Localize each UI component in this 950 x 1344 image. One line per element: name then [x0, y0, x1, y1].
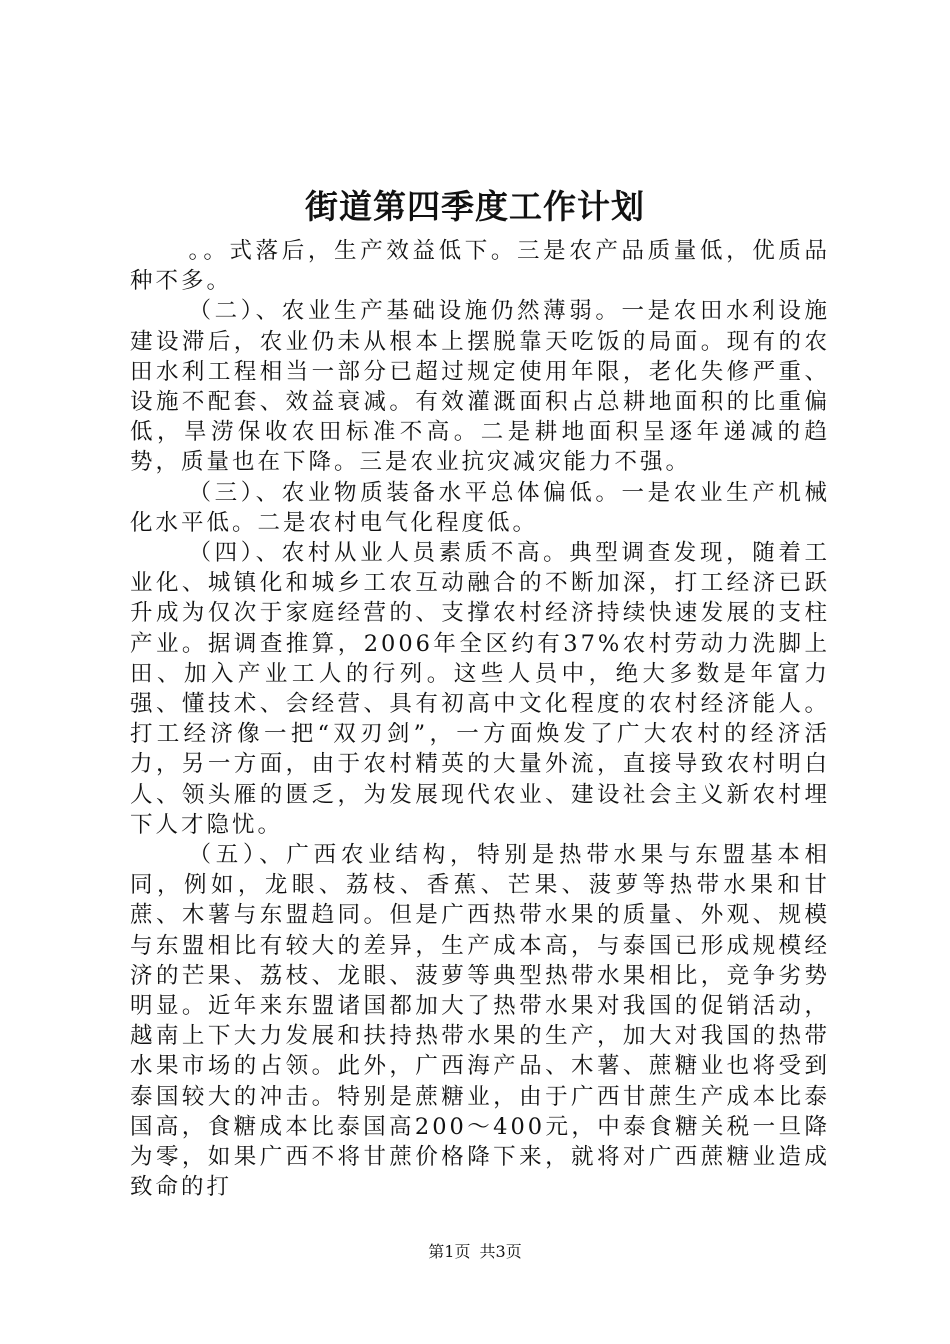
paragraph-4: （四）、农村从业人员素质不高。典型调查发现，随着工业化、城镇化和城乡工农互动融合的不断加深，打工经济已跃升成为仅次于家庭经营的、支撑农村经济持续快速发展的支柱产业。据调查推算，2006年全区约有37%农村劳动力洗脚上田、加入产业工人的行列。这些人员中，绝大多数是年富力强、懂技术、会经营、具有初高中文化程度的农村经济能人。打工经济像一把“双刃剑”，一方面焕发了广大农村的经济活力，另一方面，由于农村精英的大量外流，直接导致农村明白人、领头雁的匮乏，为发展现代农业、建设社会主义新农村埋下人才隐忧。	[130, 540, 830, 838]
page-number: 第1页	[428, 1242, 471, 1261]
paragraph-2: （二）、农业生产基础设施仍然薄弱。一是农田水利设施建设滞后，农业仍未从根本上摆脱靠天吃饭的局面。现有的农田水利工程相当一部分已超过规定使用年限，老化失修严重、设施不配套、效益衰减。有效灌溉面积占总耕地面积的比重偏低，旱涝保收农田标准不高。二是耕地面积呈逐年递减的趋势，质量也在下降。三是农业抗灾减灾能力不强。	[130, 298, 830, 476]
paragraph-1: 。。式落后，生产效益低下。三是农产品质量低，优质品种不多。	[130, 238, 830, 295]
page-total: 共3页	[479, 1242, 522, 1261]
page-footer	[0, 1242, 950, 1262]
document-body	[130, 236, 830, 1203]
paragraph-5: （五）、广西农业结构，特别是热带水果与东盟基本相同，例如，龙眼、荔枝、香蕉、芒果、菠萝等热带水果和甘蔗、木薯与东盟趋同。但是广西热带水果的质量、外观、规模与东盟相比有较大的差异，生产成本高，与泰国已形成规模经济的芒果、荔枝、龙眼、菠萝等典型热带水果相比，竞争劣势明显。近年来东盟诸国都加大了热带水果对我国的促销活动，越南上下大力发展和扶持热带水果的生产，加大对我国的热带水果市场的占领。此外，广西海产品、木薯、蔗糖业也将受到泰国较大的冲击。特别是蔗糖业，由于广西甘蔗生产成本比泰国高，食糖成本比泰国高200～400元，中泰食糖关税一旦降为零，如果广西不将甘蔗价格降下来，就将对广西蔗糖业造成致命的打	[130, 842, 830, 1201]
document-title: 街道第四季度工作计划	[305, 187, 645, 226]
paragraph-3: （三）、农业物质装备水平总体偏低。一是农业生产机械化水平低。二是农村电气化程度低。	[130, 479, 830, 536]
